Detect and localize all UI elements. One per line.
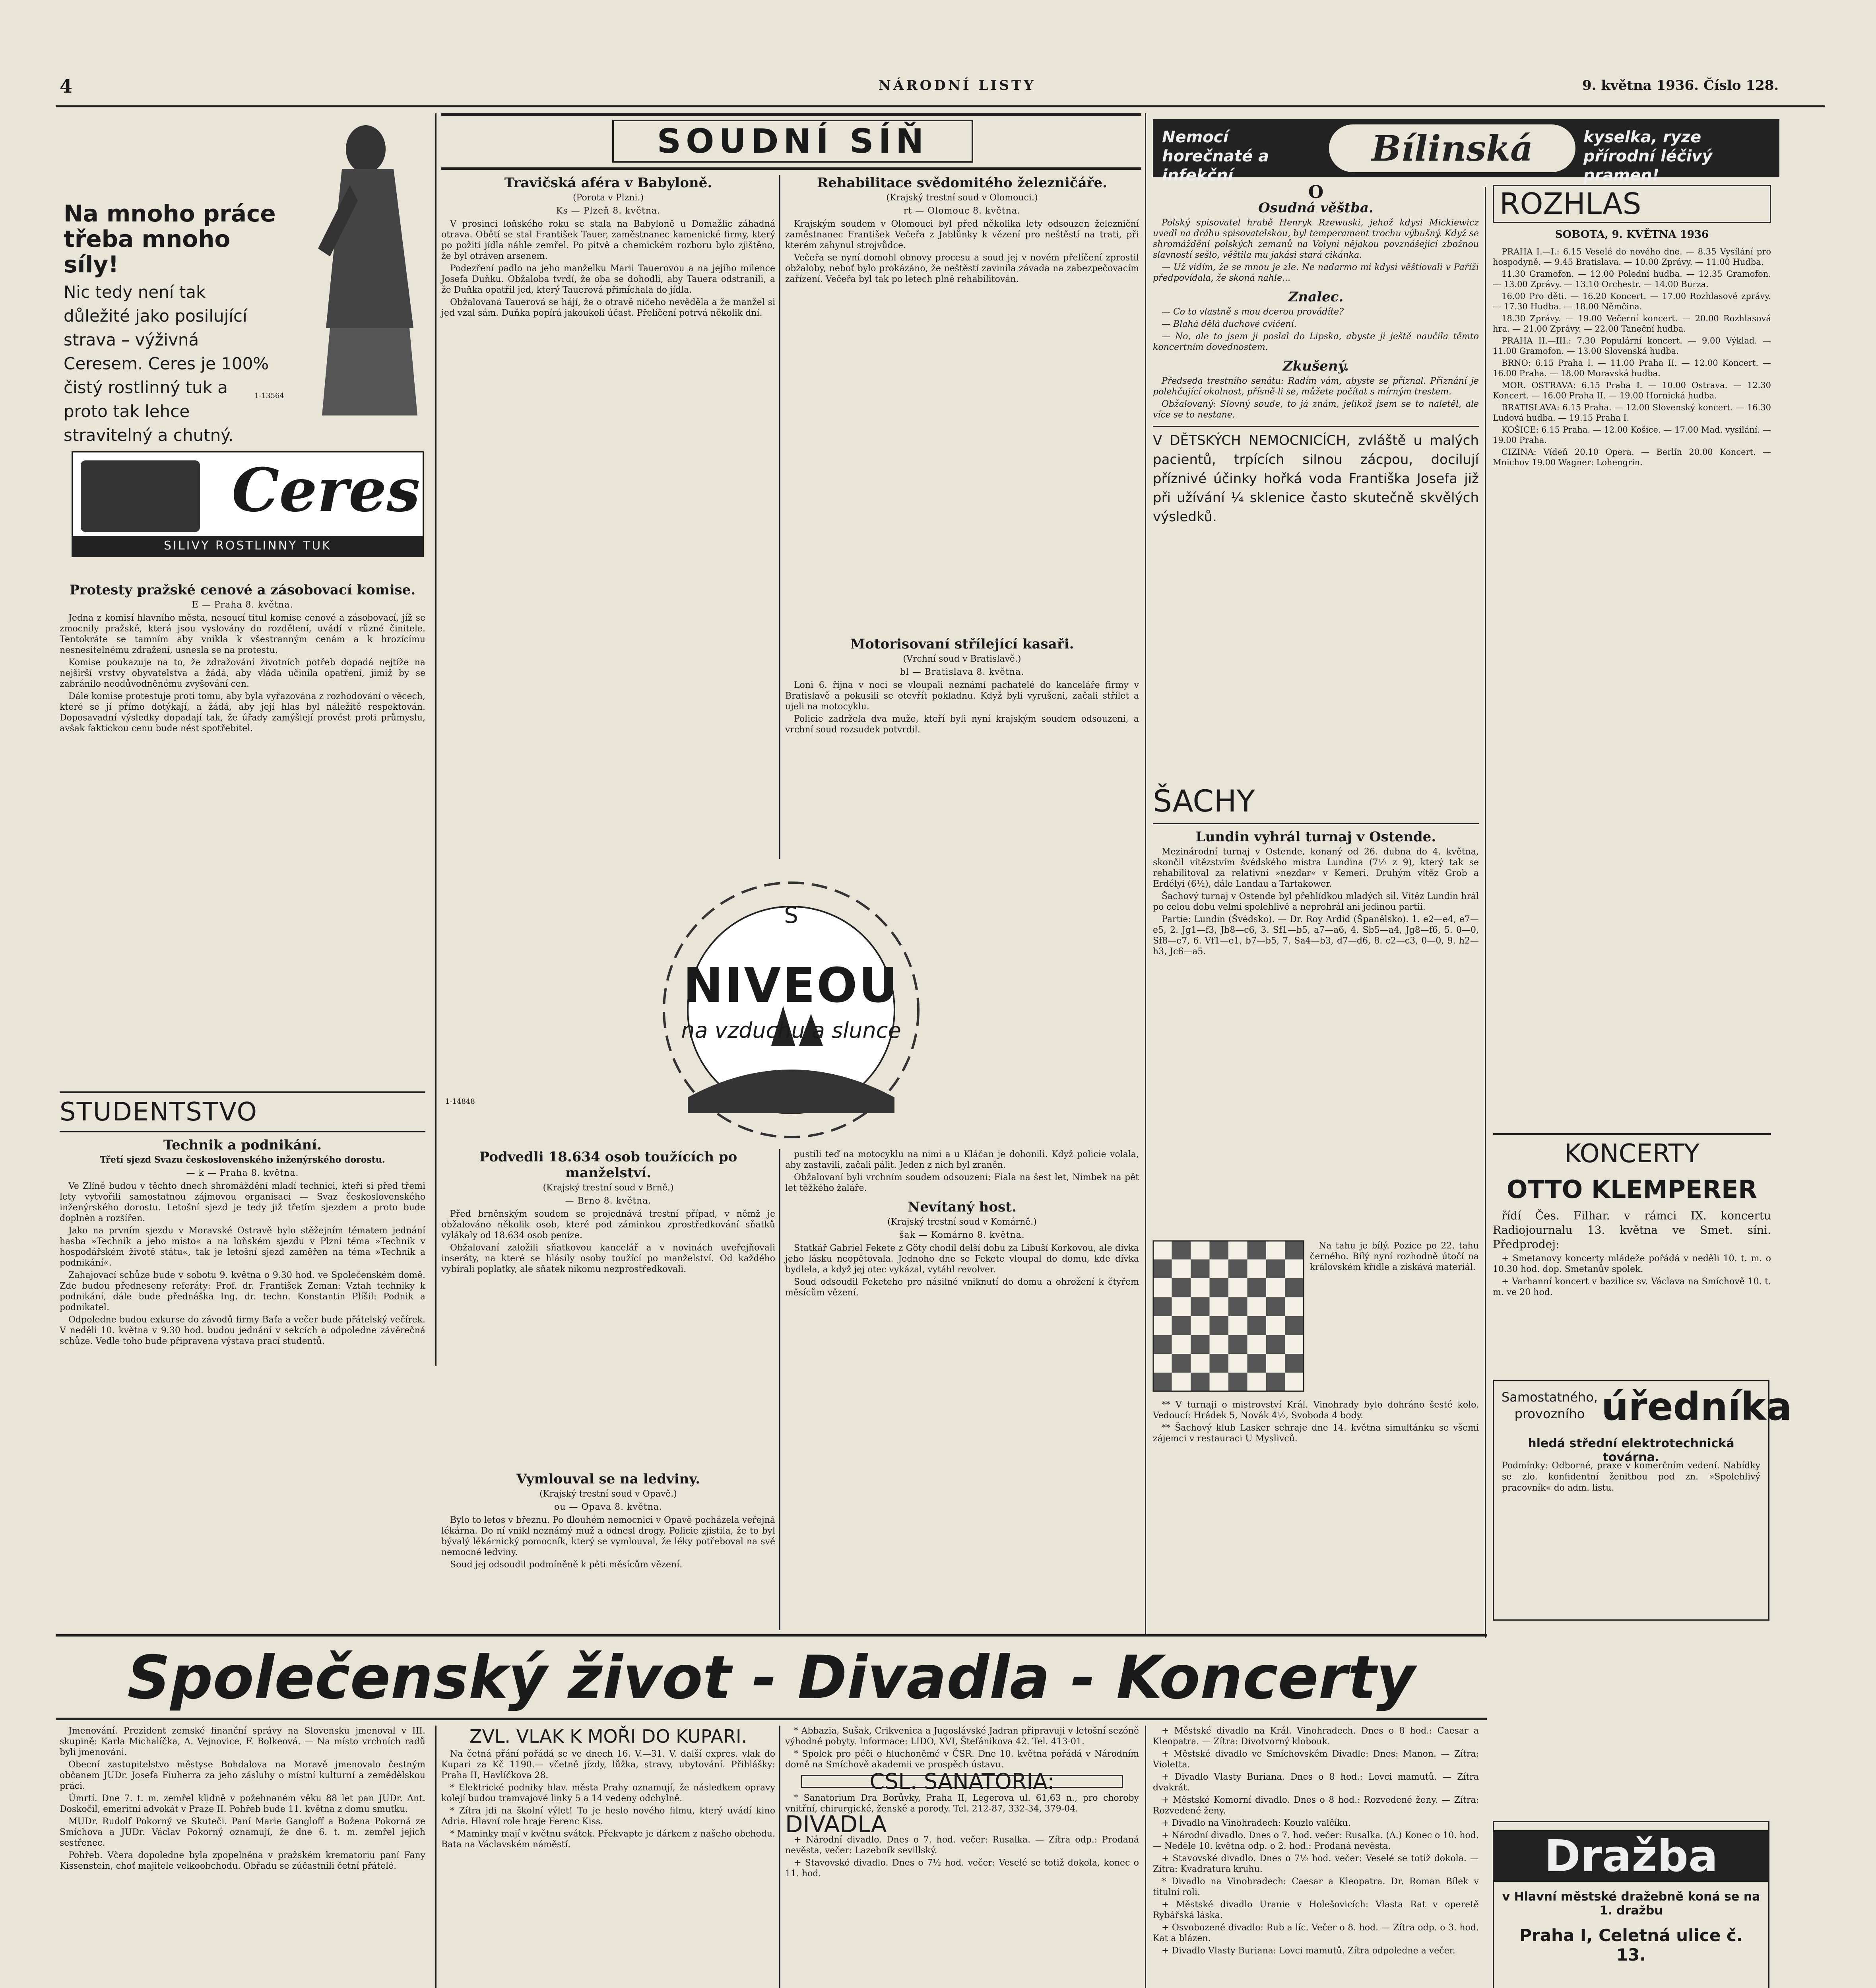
rozhlas-date: SOBOTA, 9. KVĚTNA 1936 xyxy=(1555,229,1709,241)
chess-square xyxy=(1285,1241,1304,1260)
section-rule xyxy=(1153,823,1479,824)
paragraph: Pohřeb. Včera dopoledne byla zpopelněna v pražském krematoriu paní Fany Kissenstein, choť majitele velkoobchodu. Obřadu se zúčastnili četní přátelé. xyxy=(60,1850,425,1871)
chess-square xyxy=(1228,1260,1247,1279)
section-rule xyxy=(60,1091,425,1093)
rozhlas-entry: 16.00 Pro děti. — 16.20 Koncert. — 17.00 Rozhlasové zprávy. — 17.30 Hudba. — 18.00 Němčina. xyxy=(1493,291,1771,311)
col-divider xyxy=(1485,187,1486,1638)
paragraph: V prosinci loňského roku se stala na Babyloně u Domažlic záhadná otrava. Obětí se stal František Tauer, zaměstnanec kamenické firmy, který po požití jídla náhle zemřel. Po pitvě a chemickém rozboru bylo zjištěno, že byl otráven arsenem. xyxy=(441,219,775,261)
bilinska-right: kyselka, ryze přírodní léčivý pramen! xyxy=(1583,128,1713,184)
chess-square xyxy=(1247,1260,1267,1279)
paragraph: Jmenování. Prezident zemské finanční správy na Slovensku jmenoval v III. skupině: Karla Michalíčka, A. Vejnovice, F. Bolkeová. — Na místo vrchních radů byli jmenováni. xyxy=(60,1726,425,1757)
chess-square xyxy=(1210,1316,1229,1335)
paragraph: Soud jej odsoudil podmíněně k pěti měsícům vězení. xyxy=(450,1560,683,1570)
col-divider xyxy=(435,1726,437,1988)
paragraph: * Divadlo na Vinohradech: Caesar a Kleopatra. Dr. Roman Bílek v titulní roli. xyxy=(1153,1877,1479,1897)
rozhlas-entry: BRATISLAVA: 6.15 Praha. — 12.00 Slovenský koncert. — 16.30 Ludová hudba. — 19.15 Praha I. xyxy=(1493,403,1771,423)
col-divider xyxy=(1145,113,1146,1636)
paragraph: Obžalovaní založili sňatkovou kancelář a v novinách uveřejňovali inseráty, na které se hlásily osoby toužící po manželství. Od každého vybírali poplatky, ale sňatek nikomu nezprostředkovali. xyxy=(441,1243,775,1274)
banner-rule xyxy=(56,1718,1487,1720)
paragraph: Statkář Gabriel Fekete z Göty chodil delší dobu za Libuší Korkovou, ale dívka jeho lásku neopětovala. Jednoho dne se Fekete vloupal do domu, kde dívka bydlela, a když jej otec vykázal, vytáhl revolver. xyxy=(785,1243,1139,1275)
rozhlas-entry: 18.30 Zprávy. — 19.00 Večerní koncert. — 20.00 Rozhlasová hra. — 21.00 Zprávy. — 22.00 Taneční hudba. xyxy=(1493,314,1771,334)
podvedli-article xyxy=(441,1149,775,1451)
chess-square xyxy=(1285,1260,1304,1279)
chess-square xyxy=(1153,1278,1172,1297)
column-kicker: O xyxy=(1308,182,1324,202)
studentstvo-title: Technik a podnikání. xyxy=(163,1137,322,1153)
article-title: Travičská aféra v Babyloně. xyxy=(504,175,712,191)
chess-square xyxy=(1247,1316,1267,1335)
rehabilitace-article xyxy=(785,175,1139,612)
article-sub: (Krajský trestní soud v Olomouci.) xyxy=(886,193,1038,203)
urednika-ad xyxy=(1493,1380,1792,1621)
chess-square xyxy=(1247,1335,1267,1354)
chess-square xyxy=(1285,1335,1304,1354)
sachy-article xyxy=(1153,829,1479,1235)
paragraph: — Co to vlastně s mou dcerou provádíte? xyxy=(1162,307,1344,317)
article-title: Lundin vyhrál turnaj v Ostende. xyxy=(1195,829,1436,845)
kupari-headline: ZVL. VLAK K MOŘI DO KUPARI. xyxy=(469,1726,747,1747)
article-sub: (Krajský trestní soud v Brně.) xyxy=(543,1183,674,1193)
paragraph: Jako na prvním sjezdu v Moravské Ostravě bylo stěžejním tématem jednání hasba »Technik a jeho místo« a na loňském sjezdu v Plzni téma »Technik v hospodářském životě státu«, tak je letošní sjezd zaměřen na téma »Technik a podnikání«. xyxy=(60,1226,425,1268)
article-title: Osudná věštba. xyxy=(1258,200,1374,216)
paragraph: + Stavovské divadlo. Dnes o 7½ hod. večer: Veselé se totiž dokola. — Zítra: Kvadratura kruhu. xyxy=(1153,1854,1479,1874)
drazba-title: Dražba xyxy=(1494,1830,1768,1882)
paragraph: * Abbazia, Sušak, Crikvenica a Jugoslávské Jadran připravuji v letošní sezóně výhodné pobyty. Informace: LIDO, XVI, Štefánikova 42. Tel. 413-01. xyxy=(785,1726,1139,1747)
chess-square xyxy=(1228,1297,1247,1316)
paragraph: Policie zadržela dva muže, kteří byli nyní krajským soudem odsouzeni, a vrchní soud rozsudek potvrdil. xyxy=(785,714,1139,735)
chess-square xyxy=(1153,1297,1172,1316)
paragraph: Večeřa se nyní domohl obnovy procesu a soud jej v novém přelíčení zprostil obžaloby, neboť bylo prokázáno, že neštěstí zavinila závada na zabezpečovacím zařízení. Večeřa byl tak po letech plně rehabilitován. xyxy=(785,253,1139,284)
paragraph: + Městské divadlo na Král. Vinohradech. Dnes o 8 hod.: Caesar a Kleopatra. — Zítra: Divotvorný klobouk. xyxy=(1153,1726,1479,1747)
niveou-code: 1-14848 xyxy=(445,1097,475,1106)
article-sub: (Krajský trestní soud v Komárně.) xyxy=(887,1217,1037,1227)
chess-square xyxy=(1285,1316,1304,1335)
chess-square xyxy=(1172,1335,1191,1354)
chess-square xyxy=(1153,1260,1172,1279)
chess-square xyxy=(1191,1354,1210,1373)
paragraph: Ve Zlíně budou v těchto dnech shromáždění mladí technici, kteří si před třemi lety vytvořili samostatnou zájmovou organisaci — Svaz československého inženýrského dorostu. Letošní sjezd je tedy již třetím sjezdem a proto bude doplněn a rozšířen. xyxy=(60,1181,425,1223)
chess-square xyxy=(1228,1354,1247,1373)
chess-square xyxy=(1266,1297,1285,1316)
divadla-right-col xyxy=(1153,1726,1479,1988)
paragraph: pustili teď na motocyklu na nimi a u Kláčan je dohonili. Když policie volala, aby zastavili, začali pálit. Jeden z nich byl zraněn. xyxy=(785,1149,1139,1170)
chess-square xyxy=(1172,1260,1191,1279)
paragraph: + Divadlo Vlasty Buriana. Dnes o 8 hod.: Lovci mamutů. — Zítra dvakrát. xyxy=(1153,1772,1479,1793)
drazba-text: v Hlavní městské dražebně koná se na 1. dražbu xyxy=(1502,1890,1760,1918)
article-title: Motorisovaní střílející kasaři. xyxy=(850,636,1074,652)
paragraph: * Elektrické podniky hlav. města Prahy oznamují, že následkem opravy kolejí budou tramvajové linky 5 a 14 vedeny odchylně. xyxy=(441,1783,775,1804)
chess-square xyxy=(1285,1354,1304,1373)
urednika-lead: Samostatného, provozního xyxy=(1501,1390,1598,1421)
paragraph: Mezinárodní turnaj v Ostende, konaný od 26. dubna do 4. května, skončil vítězstvím švédského mistra Lundina (7½ z 9), který tak se rehabilitoval za relativní »nezdar« v Kemeri. Druhým vítěz Grob a Erdélyi (6½), dále Landau a Tartakower. xyxy=(1153,847,1479,889)
paragraph: * Maminky mají v květnu svátek. Překvapte je dárkem z našeho obchodu. Bata na Václavském náměstí. xyxy=(441,1829,775,1850)
chess-square xyxy=(1191,1278,1210,1297)
chess-square xyxy=(1172,1354,1191,1373)
paragraph: MUDr. Rudolf Pokorný ve Skuteči. Paní Marie Gangloff a Božena Pokorná ze Smíchova a JUDr. Václav Pokorný oznamují, že dne 6. t. m. zemřel jejich sestřenec. xyxy=(60,1817,425,1848)
chess-square xyxy=(1228,1316,1247,1335)
paragraph: + Divadlo na Vinohradech: Kouzlo valčíku. xyxy=(1162,1818,1351,1828)
paragraph: + Městské Komorní divadlo. Dnes o 8 hod.: Rozvedené ženy. — Zítra: Rozvedené ženy. xyxy=(1153,1795,1479,1816)
article-dateline: — Brno 8. května. xyxy=(565,1196,652,1206)
niveou-top: S xyxy=(784,903,798,928)
paragraph: Soud odsoudil Feketeho pro násilné vniknutí do domu a ohrožení k čtyřem měsícům vězení. xyxy=(785,1277,1139,1298)
mid-right-column xyxy=(785,1149,1139,1630)
paragraph: + Stavovské divadlo. Dnes o 7½ hod. večer: Veselé se totiž dokola, konec o 11. hod. xyxy=(785,1858,1139,1879)
col-divider xyxy=(435,113,437,1366)
spolecensky-col1 xyxy=(60,1726,425,1988)
rozhlas-entry: BRNO: 6.15 Praha I. — 11.00 Praha II. — 12.00 Koncert. — 16.00 Praha. — 18.00 Moravská hudba. xyxy=(1493,358,1771,378)
rozhlas-listing xyxy=(1493,247,1771,1129)
koncerty-section: KONCERTY xyxy=(1564,1139,1699,1169)
col-divider xyxy=(779,175,780,859)
bilinska-ad xyxy=(1153,119,1779,184)
soudni-sin-title: SOUDNÍ SÍŇ xyxy=(612,120,973,163)
paragraph: + Městské divadlo ve Smíchovském Divadle: Dnes: Manon. — Zítra: Violetta. xyxy=(1153,1749,1479,1770)
rozhlas-entry: PRAHA II.—III.: 7.30 Populární koncert. — 9.00 Výklad. — 11.00 Gramofon. — 13.00 Slovenská hudba. xyxy=(1493,336,1771,356)
paragraph: Polský spisovatel hrabě Henryk Rzewuski, jehož kdysi Mickiewicz uvedl na dráhu spisovatelskou, byl temperament trochu výbušný. Když se shromáždění polských zemanů na Volyni nějakou povznášející zbožnou slavností sešlo, věštila mu jakási stará cikánka. xyxy=(1153,218,1479,260)
spolecensky-banner: Společenský život - Divadla - Koncerty xyxy=(127,1643,1415,1712)
bilinska-brand: Bílinská xyxy=(1329,124,1575,172)
paragraph: ** Šachový klub Lasker sehraje dne 14. května simultánku se všemi zájemci v restauraci U Myslivců. xyxy=(1153,1423,1479,1444)
chess-square xyxy=(1172,1316,1191,1335)
niveou-brand: NIVEOU xyxy=(683,958,899,1013)
paragraph: Partie: Lundin (Švédsko). — Dr. Roy Ardid (Španělsko). 1. e2—e4, e7—e5, 2. Jg1—f3, Jb8—c6, 3. Sf1—b5, a7—a6, 4. Sb5—a4, Jg8—f6, 5. 0—0, Sf8—e7, 6. Vf1—e1, b7—b5, 7. Sa4—b3, d7—d6, 8. c2—c3, 0—0, 9. h2—h3, Jc6—a5. xyxy=(1153,914,1479,957)
rozhlas-section: ROZHLAS xyxy=(1493,185,1771,223)
paragraph: — Blahá dělá duchové cvičení. xyxy=(1162,319,1297,329)
chess-board-diagram xyxy=(1153,1241,1304,1392)
article-dateline: bl — Bratislava 8. května. xyxy=(900,667,1024,677)
rozhlas-entry: KOŠICE: 6.15 Praha. — 12.00 Košice. — 17.00 Mad. vysílání. — 19.00 Praha. xyxy=(1493,425,1771,445)
chess-square xyxy=(1210,1354,1229,1373)
paragraph: + Národní divadlo. Dnes o 7. hod. večer: Rusalka. (A.) Konec o 10. hod. — Neděle 10. května odp. o 2. hod.: Prodaná nevěsta. xyxy=(1153,1831,1479,1851)
rozhlas-entry: 11.30 Gramofon. — 12.00 Polední hudba. — 12.35 Gramofon. — 13.00 Zprávy. — 13.10 Orchestr. — 14.00 Burza. xyxy=(1493,269,1771,289)
paragraph: Dále komise protestuje proti tomu, aby byla vyřazována z rozhodování o věcech, které se jí přímo dotýkají, a žádá, aby její hlas byl náležitě respektován. Doposavadní výsledky dopadají tak, že úřady zamýšlejí provést proti průmyslu, avšak faktickou cenu bude nést spotřebitel. xyxy=(60,691,425,734)
chess-square xyxy=(1153,1354,1172,1373)
urednika-sub: hledá střední elektrotechnická továrna. xyxy=(1528,1437,1734,1464)
chess-square xyxy=(1247,1373,1267,1392)
ceres-brand: Ceres xyxy=(232,455,420,525)
chess-square xyxy=(1210,1335,1229,1354)
paragraph: Odpoledne budou exkurse do závodů firmy Baťa a večer bude přátelský večírek. V neděli 10. května v 9.30 hod. budou jednání v sekcích a odpoledne závěrečná schůze. Vedle toho bude připravena výstava prací studentů. xyxy=(60,1315,425,1346)
chess-square xyxy=(1153,1316,1172,1335)
divadla-section: DIVADLA xyxy=(785,1811,887,1838)
studentstvo-dateline: — k — Praha 8. května. xyxy=(186,1168,299,1178)
banner-rule xyxy=(56,1634,1487,1637)
rozhlas-entry: PRAHA I.—I.: 6.15 Veselé do nového dne. — 8.35 Vysílání pro hospodyně. — 9.45 Bratislava. — 10.00 Zprávy. — 11.00 Hudba. xyxy=(1493,247,1771,267)
sachy-section: ŠACHY xyxy=(1153,783,1255,819)
article-title: Znalec. xyxy=(1288,289,1344,305)
paragraph: Na tahu je bílý. Pozice po 22. tahu černého. Bílý nyní rozhodně útočí na královském křídle a získává materiál. xyxy=(1310,1241,1479,1272)
koncerty-text xyxy=(1493,1209,1771,1376)
col-divider xyxy=(779,1149,780,1630)
chess-square xyxy=(1191,1316,1210,1335)
chess-square xyxy=(1172,1373,1191,1392)
chess-square xyxy=(1191,1373,1210,1392)
chess-square xyxy=(1153,1335,1172,1354)
masthead-rule xyxy=(56,105,1825,107)
paragraph: Předseda trestního senátu: Radím vám, abyste se přiznal. Přiznání je polehčující okolnost, přísně-li se, můžete počítat s mírným trestem. xyxy=(1153,376,1479,397)
chess-square xyxy=(1228,1278,1247,1297)
chess-square xyxy=(1210,1297,1229,1316)
paragraph: Bylo to letos v březnu. Po dlouhém nemocnici v Opavě pocházela veřejná lékárna. Do ní vnikl neznámý muž a odnesl drogy. Policie zjistila, že to byl bývalý lékárnický pomocník, který se vymlouval, že léky potřeboval na své nemocné ledviny. xyxy=(441,1515,775,1557)
chess-square xyxy=(1210,1278,1229,1297)
hospital-notice: V DĚTSKÝCH NEMOCNICÍCH, zvláště u malých pacientů, trpících silnou zácpou, docilují příznivé účinky hořká voda Františka Josefa již při užívání ¼ sklenice často skutečně skvělých výsledků. xyxy=(1153,426,1479,526)
paragraph: Obžalovaná Tauerová se hájí, že o otravě ničeho nevěděla a že manžel si jed vzal sám. Duňka popírá jakoukoli účast. Přelíčení potrvá několik dní. xyxy=(441,297,775,318)
chess-square xyxy=(1266,1278,1285,1297)
chess-square xyxy=(1210,1241,1229,1260)
chess-square xyxy=(1285,1373,1304,1392)
chess-square xyxy=(1210,1373,1229,1392)
chess-square xyxy=(1247,1241,1267,1260)
paragraph: Na četná přání pořádá se ve dnech 16. V.—31. V. další expres. vlak do Kupari za Kč 1190.— včetně jízdy, lůžka, stravy, ubytování. Přihlášky: Praha II, Havlíčkova 28. xyxy=(441,1749,775,1780)
ceres-box-icon xyxy=(81,460,200,532)
protesty-title: Protesty pražské cenové a zásobovací komise. xyxy=(69,582,416,598)
spolecensky-col2 xyxy=(441,1726,775,1988)
paragraph: Komise poukazuje na to, že zdražování životních potřeb dopadá nejtíže na nejširší vrstvy obyvatelstva a žádá, aby vláda učinila opatření, jimiž by se zabránilo neodůvodněnému zvyšování cen. xyxy=(60,658,425,689)
urednika-word: úředníka xyxy=(1601,1384,1792,1429)
chess-square xyxy=(1228,1241,1247,1260)
vymlouval-article xyxy=(441,1471,775,1630)
chess-square xyxy=(1172,1278,1191,1297)
article-title: Vymlouval se na ledviny. xyxy=(516,1471,700,1487)
page-number: 4 xyxy=(60,76,73,97)
ceres-package xyxy=(72,451,424,557)
paragraph: Krajským soudem v Olomouci byl před několika lety odsouzen železniční zaměstnanec František Večeřa z Jablůnky k vězení pro neštěstí na trati, při kterém zahynul strojvůdce. xyxy=(785,219,1139,250)
paragraph: — No, ale to jsem ji poslal do Lipska, abyste ji ještě naučila těmto koncertním dovednostem. xyxy=(1153,332,1479,352)
article-sub: (Krajský trestní soud v Opavě.) xyxy=(539,1489,677,1499)
paragraph: Obžalovaní byli vrchním soudem odsouzeni: Fiala na šest let, Nimbek na pět let těžkého žaláře. xyxy=(785,1173,1139,1193)
niveou-tagline: na vzduchu a slunce xyxy=(681,1018,901,1043)
chess-square xyxy=(1266,1373,1285,1392)
paragraph: Loni 6. října v noci se vloupali neznámí pachatelé do kanceláře firmy v Bratislavě a pokusili se otevřít pokladnu. Když byli vyrušeni, začali střílet a ujeli na motocyklu. xyxy=(785,680,1139,712)
studentstvo-article xyxy=(60,1137,425,1614)
col-divider xyxy=(1145,1726,1146,1988)
rozhlas-entry: MOR. OSTRAVA: 6.15 Praha I. — 10.00 Ostrava. — 12.30 Koncert. — 16.00 Praha II. — 19.00 Hornická hudba. xyxy=(1493,381,1771,400)
drazba-address: Praha I, Celetná ulice č. 13. xyxy=(1519,1926,1743,1965)
paragraph: — Už vidím, že se mnou je zle. Ne nadarmo mi kdysi věštíovali v Paříži předpovídala, že skoná nahle... xyxy=(1153,262,1479,283)
paragraph: + Osvobozené divadlo: Rub a líc. Večer o 8. hod. — Zítra odp. o 3. hod. Kat a blázen. xyxy=(1153,1923,1479,1943)
article-dateline: ou — Opava 8. května. xyxy=(554,1502,663,1512)
spolecensky-col3 xyxy=(785,1726,1139,1988)
chess-square xyxy=(1266,1354,1285,1373)
csl-sanatoria-box: CSL. SANATORIA: xyxy=(801,1775,1123,1788)
ceres-headline: Na mnoho práce třeba mnoho síly! xyxy=(64,200,276,278)
chess-square xyxy=(1191,1260,1210,1279)
article-title: Rehabilitace svědomitého železničáře. xyxy=(817,175,1108,191)
chess-square xyxy=(1285,1278,1304,1297)
chess-square xyxy=(1228,1373,1247,1392)
chess-square xyxy=(1247,1354,1267,1373)
rozhlas-entry: CIZINA: Vídeň 20.10 Opera. — Berlín 20.00 Koncert. — Mnichov 19.00 Wagner: Lohengrin. xyxy=(1493,447,1771,467)
article-dateline: Ks — Plzeň 8. května. xyxy=(556,206,661,216)
bilinska-left: Nemocí horečnaté a infekční xyxy=(1162,128,1269,184)
paragraph: + Divadlo Vlasty Buriana: Lovci mamutů. Zítra odpoledne a večer. xyxy=(1162,1946,1455,1956)
paragraph: Obecní zastupitelstvo městyse Bohdalova na Moravě jmenovalo čestným občanem JUDr. Josefa Fiuherra za jeho zásluhy o místní kulturní a zemědělskou práci. xyxy=(60,1760,425,1791)
studentstvo-section: STUDENTSTVO xyxy=(60,1097,258,1127)
paragraph: + Národní divadlo. Dnes o 7. hod. večer: Rusalka. — Zítra odp.: Prodaná nevěsta, večer: Lazebník sevillský. xyxy=(785,1835,1139,1856)
section-rule xyxy=(1493,1133,1771,1135)
paragraph: * Spolek pro péči o hluchoněmé v ČSR. Dne 10. května pořádá v Národním domě na Smíchově akademii ve prospěch ústavu. xyxy=(785,1749,1139,1770)
drazba-ad xyxy=(1493,1821,1769,1988)
paragraph: Jedna z komisí hlavního města, nesoucí titul komise cenové a zásobovací, jíž se zmocnily pražské, která jsou vyslovány do rozdělení, uvádí v různé činitele. Tentokráte se tamním aby vnikla k všestranným cenám a k hrozícímu nesnesitelnému zdražení, usnesla se na protestu. xyxy=(60,613,425,655)
chess-square xyxy=(1210,1260,1229,1279)
article-sub: (Porota v Plzni.) xyxy=(572,193,644,203)
chess-square xyxy=(1191,1241,1210,1260)
chess-square xyxy=(1247,1278,1267,1297)
paragraph: Zahajovací schůze bude v sobotu 9. května o 9.30 hod. ve Společenském domě. Zde budou předneseny referáty: Prof. dr. František Zeman: Vztah techniky k podnikání, dále bude přednáška Ing. dr. techn. Konstantin Plíšil: Podnik a podnikatel. xyxy=(60,1270,425,1312)
chess-square xyxy=(1266,1335,1285,1354)
woman-figure-illustration xyxy=(294,121,421,423)
koncerty-name: OTTO KLEMPERER xyxy=(1506,1175,1758,1204)
travicska-article xyxy=(441,175,775,835)
article-title: Nevítaný host. xyxy=(908,1199,1017,1215)
niveou-ad xyxy=(441,875,1141,1145)
humor-column xyxy=(1153,182,1479,783)
paragraph: ** V turnaji o mistrovství Král. Vinohrady bylo dohráno šesté kolo. Vedoucí: Hrádek 5, Novák 4½, Svoboda 4 body. xyxy=(1153,1400,1479,1421)
chess-square xyxy=(1172,1297,1191,1316)
paragraph: Podezření padlo na jeho manželku Marii Tauerovou a na jejího milence Josefa Duňku. Obžaloba tvrdí, že oba se dohodli, aby Tauera odstranili, a že Duňka opatřil jed, který Tauerová přimíchala do jídla. xyxy=(441,264,775,295)
col-divider xyxy=(779,1726,780,1988)
chess-square xyxy=(1266,1241,1285,1260)
article-title: Zkušený. xyxy=(1282,358,1349,374)
paragraph: Úmrtí. Dne 7. t. m. zemřel klidně v požehnaném věku 88 let pan JUDr. Ant. Doskočil, emeritní advokát v Praze II. Pohřeb bude 11. května z domu smutku. xyxy=(60,1794,425,1814)
paragraph: řídí Čes. Filhar. v rámci IX. koncertu Radiojournalu 13. května ve Smet. síni. Předprodej: xyxy=(1493,1209,1771,1251)
paper-title: NÁRODNÍ LISTY xyxy=(879,78,1036,93)
paragraph: * Zítra jdi na školní výlet! To je heslo nového filmu, který uvádí kino Adria. Hlavní role hraje Ferenc Kiss. xyxy=(441,1806,775,1827)
paragraph: + Varhanní koncert v bazilice sv. Václava na Smíchově 10. t. m. ve 20 hod. xyxy=(1493,1277,1771,1297)
issue-date: 9. května 1936. Číslo 128. xyxy=(1582,78,1779,93)
article-dateline: rt — Olomouc 8. května. xyxy=(903,206,1021,216)
chess-square xyxy=(1266,1316,1285,1335)
protesty-article xyxy=(60,577,425,1085)
kasari-article xyxy=(785,636,1139,875)
chess-square xyxy=(1228,1335,1247,1354)
paragraph: Šachový turnaj v Ostende byl přehlídkou mladých sil. Vítěz Lundin hrál po celou dobu velmi spolehlivě a neprohrál ani jedinou partii. xyxy=(1153,891,1479,912)
paragraph: + Městské divadlo Uranie v Holešovicích: Vlasta Rat v operetě Rybářská láska. xyxy=(1153,1900,1479,1920)
chess-square xyxy=(1153,1373,1172,1392)
paragraph: + Smetanovy koncerty mládeže pořádá v neděli 10. t. m. o 10.30 hod. dop. Smetanův spolek. xyxy=(1493,1254,1771,1274)
studentstvo-sub: Třetí sjezd Svazu československého inženýrského dorostu. xyxy=(100,1155,385,1165)
chess-square xyxy=(1266,1260,1285,1279)
paragraph: * Sanatorium Dra Borůvky, Praha II, Legerova ul. 61,63 n., pro choroby vnitřní, chirurgické, ženské a porody. Tel. 212-87, 332-34, 379-04. xyxy=(785,1793,1139,1814)
ceres-tagline: SILIVY ROSTLINNY TUK xyxy=(73,536,423,556)
urednika-text: Podmínky: Odborné, praxe v komerčním vedení. Nabídky se zlo. konfidentní ženitbou pod zn. »Spolehlivý pracovník« do adm. listu. xyxy=(1502,1461,1760,1493)
article-dateline: šak — Komárno 8. května. xyxy=(899,1230,1025,1240)
article-title: Podvedli 18.634 osob toužících po manželství. xyxy=(479,1149,737,1181)
soudni-sin-header xyxy=(441,113,1141,170)
chess-tournament-notes xyxy=(1153,1400,1479,1634)
paragraph: Před brněnským soudem se projednává trestní případ, v němž je obžalováno několik osob, které pod záminkou zprostředkování sňatků vylákaly od 18.634 osob peníze. xyxy=(441,1209,775,1241)
chess-square xyxy=(1285,1297,1304,1316)
ceres-ad xyxy=(56,113,429,575)
section-rule xyxy=(60,1131,425,1132)
protesty-dateline: E — Praha 8. května. xyxy=(192,600,293,610)
article-sub: (Vrchní soud v Bratislavě.) xyxy=(903,654,1021,664)
ceres-code: 1-13564 xyxy=(254,392,284,400)
chess-square xyxy=(1191,1297,1210,1316)
chess-square xyxy=(1247,1297,1267,1316)
chess-square xyxy=(1172,1241,1191,1260)
paragraph: Obžalovaný: Slovný soude, to já znám, jelikož jsem se to naletěl, ale více se to nestane. xyxy=(1153,399,1479,420)
chess-notes xyxy=(1310,1241,1479,1392)
ceres-body: Nic tedy není tak důležité jako posilující strava – výživná Ceresem. Ceres je 100% čistý rostlinný tuk a proto tak lehce stravitelný a chutný. xyxy=(64,282,269,445)
chess-square xyxy=(1191,1335,1210,1354)
chess-square xyxy=(1153,1241,1172,1260)
